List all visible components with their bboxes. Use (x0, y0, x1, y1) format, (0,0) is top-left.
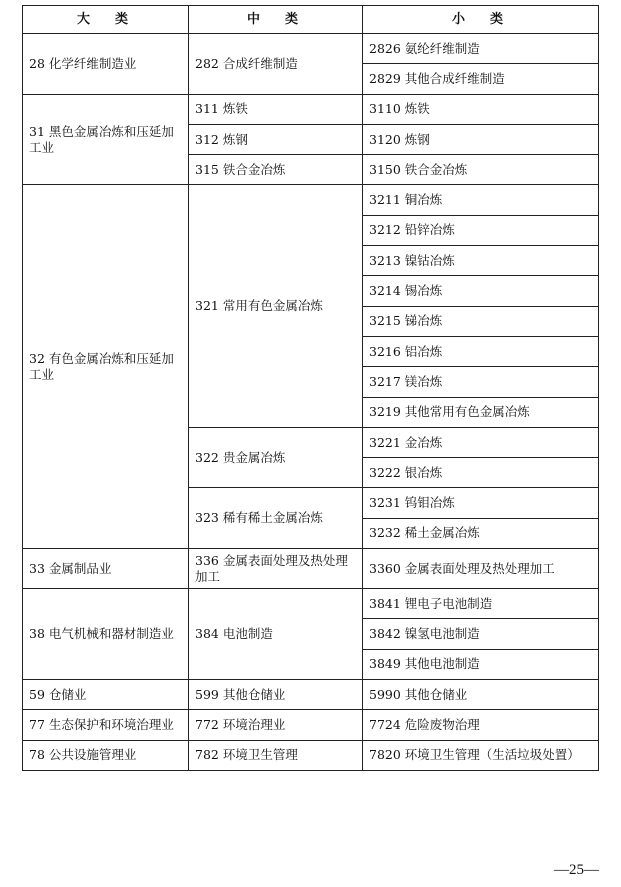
minor-category-cell: 3849 其他电池制造 (363, 649, 599, 679)
table-row (23, 34, 599, 64)
minor-category-cell: 3216 铝冶炼 (363, 336, 599, 366)
minor-category-cell: 3215 锑冶炼 (363, 306, 599, 336)
minor-category-cell: 7820 环境卫生管理（生活垃圾处置） (363, 740, 599, 770)
minor-category-cell: 3217 镁冶炼 (363, 367, 599, 397)
minor-category-cell: 3842 镍氢电池制造 (363, 619, 599, 649)
middle-category-cell: 321 常用有色金属冶炼 (189, 185, 363, 427)
table-row (23, 740, 599, 770)
minor-category-cell: 3219 其他常用有色金属冶炼 (363, 397, 599, 427)
header-minor: 小 类 (363, 6, 599, 34)
middle-category-cell: 312 炼钢 (189, 124, 363, 154)
minor-category-cell: 3214 锡冶炼 (363, 276, 599, 306)
major-category-cell: 59 仓储业 (23, 679, 189, 709)
table-row (23, 679, 599, 709)
header-middle: 中 类 (189, 6, 363, 34)
major-category-cell: 31 黑色金属冶炼和压延加工业 (23, 94, 189, 185)
major-category-cell: 77 生态保护和环境治理业 (23, 710, 189, 740)
minor-category-cell: 3222 银冶炼 (363, 458, 599, 488)
middle-category-cell: 315 铁合金冶炼 (189, 155, 363, 185)
minor-category-cell: 3360 金属表面处理及热处理加工 (363, 549, 599, 589)
minor-category-cell: 3211 铜冶炼 (363, 185, 599, 215)
major-category-cell: 32 有色金属冶炼和压延加工业 (23, 185, 189, 549)
middle-category-cell: 311 炼铁 (189, 94, 363, 124)
major-category-cell: 78 公共设施管理业 (23, 740, 189, 770)
middle-category-cell: 322 贵金属冶炼 (189, 427, 363, 488)
minor-category-cell: 3231 钨钼冶炼 (363, 488, 599, 518)
table-row (23, 94, 599, 124)
middle-category-cell: 782 环境卫生管理 (189, 740, 363, 770)
minor-category-cell: 3110 炼铁 (363, 94, 599, 124)
major-category-cell: 38 电气机械和器材制造业 (23, 589, 189, 680)
table-row (23, 710, 599, 740)
middle-category-cell: 323 稀有稀土金属冶炼 (189, 488, 363, 549)
industry-classification-table (22, 5, 599, 771)
middle-category-cell: 282 合成纤维制造 (189, 34, 363, 95)
minor-category-cell: 3841 锂电子电池制造 (363, 589, 599, 619)
middle-category-cell: 599 其他仓储业 (189, 679, 363, 709)
middle-category-cell: 384 电池制造 (189, 589, 363, 680)
minor-category-cell: 3212 铅锌冶炼 (363, 215, 599, 245)
minor-category-cell: 7724 危险废物治理 (363, 710, 599, 740)
minor-category-cell: 3213 镍钴冶炼 (363, 246, 599, 276)
minor-category-cell: 3150 铁合金冶炼 (363, 155, 599, 185)
minor-category-cell: 2826 氨纶纤维制造 (363, 34, 599, 64)
minor-category-cell: 5990 其他仓储业 (363, 679, 599, 709)
minor-category-cell: 2829 其他合成纤维制造 (363, 64, 599, 94)
middle-category-cell: 772 环境治理业 (189, 710, 363, 740)
minor-category-cell: 3120 炼钢 (363, 124, 599, 154)
table-row (23, 185, 599, 215)
minor-category-cell: 3221 金冶炼 (363, 427, 599, 457)
header-major: 大 类 (23, 6, 189, 34)
page-number: —25— (554, 862, 599, 878)
major-category-cell: 28 化学纤维制造业 (23, 34, 189, 95)
major-category-cell: 33 金属制品业 (23, 549, 189, 589)
table-row (23, 549, 599, 589)
table-header-row (23, 6, 599, 34)
middle-category-cell: 336 金属表面处理及热处理加工 (189, 549, 363, 589)
minor-category-cell: 3232 稀土金属冶炼 (363, 518, 599, 548)
table-row (23, 589, 599, 619)
